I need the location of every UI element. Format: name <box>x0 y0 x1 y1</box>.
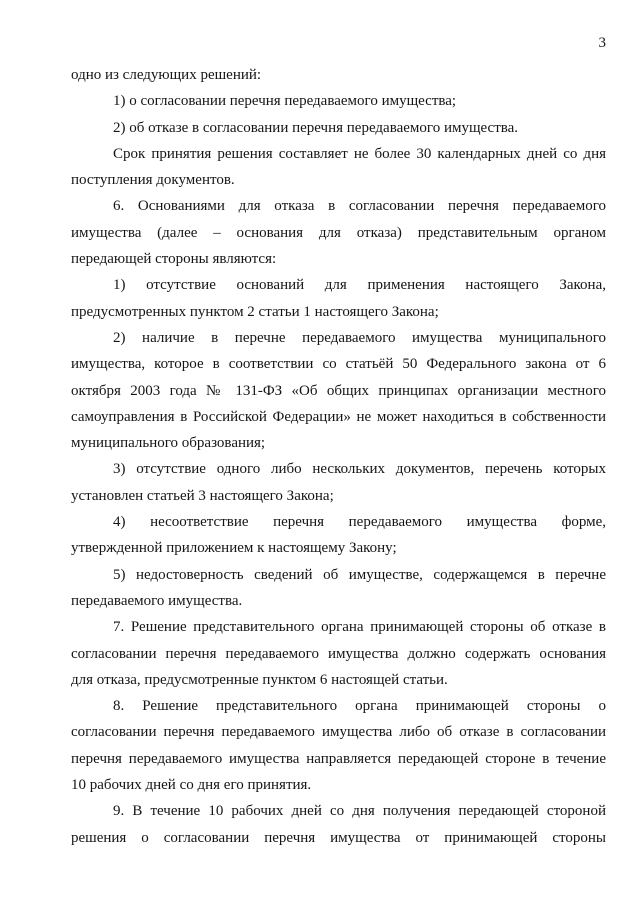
text-line: 6. Основаниями для отказа в согласовании перечня передаваемого <box>113 198 606 215</box>
text-line: имущества (далее – основания для отказа) представительным органом <box>71 224 606 241</box>
text-line: 4) несоответствие перечня передаваемого имущества форме, <box>113 514 606 531</box>
text-line: передающей стороны являются: <box>71 251 277 268</box>
text-line: одно из следующих решений: <box>71 67 262 83</box>
text-line: 1) отсутствие оснований для применения настоящего Закона, <box>113 277 606 294</box>
text-line: передаваемого имущества. <box>71 592 243 609</box>
text-line: октября 2003 года № 131-ФЗ «Об общих принципах организации местного <box>71 382 606 399</box>
text-line: Срок принятия решения составляет не более 30 календарных дней со дня <box>113 145 606 162</box>
text-line: 2) наличие в перечне передаваемого имущества муниципального <box>113 329 606 346</box>
text-line: 9. В течение 10 рабочих дней со дня получения передающей стороной <box>113 803 606 820</box>
text-line: 5) недостоверность сведений об имуществе, содержащемся в перечне <box>113 566 606 583</box>
text-line: 8. Решение представительного органа принимающей стороны о <box>113 698 606 715</box>
text-line: решения о согласовании перечня имущества от принимающей стороны <box>71 829 606 846</box>
text-line: установлен статьей 3 настоящего Закона; <box>71 487 334 504</box>
text-line: согласовании перечня передаваемого имущества должно содержать основания <box>71 645 606 662</box>
text-line: 7. Решение представительного органа принимающей стороны об отказе в <box>113 619 606 636</box>
text-line: для отказа, предусмотренные пунктом 6 настоящей статьи. <box>71 671 448 688</box>
text-line: муниципального образования; <box>71 435 266 452</box>
text-line: 1) о согласовании перечня передаваемого имущества; <box>113 93 457 110</box>
text-line: перечня передаваемого имущества направляется передающей стороне в течение <box>71 750 606 767</box>
text-line: согласовании перечня передаваемого имущества либо об отказе в согласовании <box>71 724 606 741</box>
text-line: 2) об отказе в согласовании перечня передаваемого имущества. <box>113 119 519 136</box>
text-line: имущества, которое в соответствии со статьёй 50 Федерального закона от 6 <box>71 356 606 373</box>
text-line: самоуправления в Российской Федерации» не может находиться в собственности <box>71 408 606 425</box>
text-line: поступления документов. <box>71 172 235 189</box>
text-line: предусмотренных пунктом 2 статьи 1 настоящего Закона; <box>71 303 439 320</box>
text-line: 10 рабочих дней со дня его принятия. <box>71 777 312 794</box>
text-line: утвержденной приложением к настоящему Закону; <box>71 540 397 557</box>
document-body <box>71 62 606 851</box>
page-number: 3 <box>598 35 606 51</box>
text-line: 3) отсутствие одного либо нескольких документов, перечень которых <box>113 461 606 478</box>
